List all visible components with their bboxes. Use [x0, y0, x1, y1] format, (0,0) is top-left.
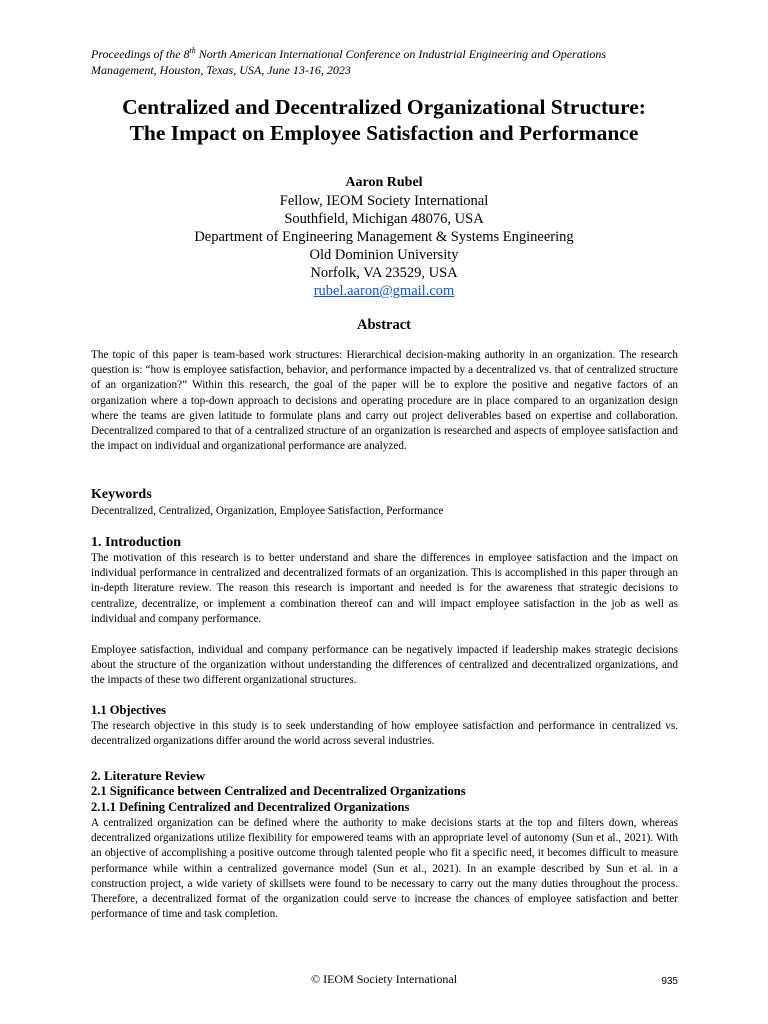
author-affiliation: Fellow, IEOM Society International — [279, 193, 489, 209]
author-name: Aaron Rubel — [345, 175, 423, 190]
introduction-heading: 1. Introduction — [91, 535, 181, 550]
author-block — [84, 174, 684, 300]
running-head-line-1: Proceedings of the 8th North American International Conference on Industrial Engineering and Operations — [91, 46, 607, 61]
author-affiliation: Old Dominion University — [309, 247, 459, 263]
keywords-text: Decentralized, Centralized, Organization, Employee Satisfaction, Performance — [91, 505, 444, 517]
introduction-paragraph-1: The motivation of this research is to better understand and share the differences in employee satisfaction and the impact on individual performance in centralized and decentralized formats of an organization. This is accomplished in this paper through an in-depth literature review. The reason this research is important and needed is for the awareness that strategic decisions to centralize, decentralize, or implement a combination thereof can and will impact employee satisfaction in the job as well as individual and company performance. — [91, 552, 678, 625]
paper-title-line-1: Centralized and Decentralized Organizational Structure: — [122, 95, 646, 119]
author-affiliation: Department of Engineering Management & Systems Engineering — [194, 229, 574, 245]
running-head — [91, 46, 691, 78]
page-number: 935 — [661, 976, 678, 987]
section-2-1-1-heading: 2.1.1 Defining Centralized and Decentralized Organizations — [91, 800, 410, 814]
paper-title-line-2: The Impact on Employee Satisfaction and Performance — [129, 121, 639, 145]
author-email-link[interactable]: rubel.aaron@gmail.com — [313, 283, 455, 299]
author-affiliation: Norfolk, VA 23529, USA — [310, 265, 458, 281]
paper-title — [40, 94, 728, 146]
abstract-text: The topic of this paper is team-based work structures: Hierarchical decision-making authority in an organization. The research question is: “how is employee satisfaction, behavior, and performance impacted by a decentralized vs. that of centralized structure of an organization?” Within this research, the goal of the paper will be to explore the positive and negative factors of an organization where a top-down approach to decisions and operating procedure are in place compared to an organization design where the teams are given latitude to formulate plans and carry out project deliverables based on expertise and collaboration. Decentralized compared to that of a centralized structure of an organization is researched and aspects of employee satisfaction and the impact on individual and organizational performance are analyzed. — [91, 349, 678, 453]
footer-copyright: © IEOM Society International — [310, 972, 458, 986]
keywords-heading: Keywords — [91, 487, 152, 502]
objectives-text: The research objective in this study is to seek understanding of how employee satisfaction and performance in centralized vs. decentralized organizations differ around the world across several industries. — [91, 720, 678, 748]
literature-review-heading: 2. Literature Review — [91, 768, 206, 783]
running-head-line-2: Management, Houston, Texas, USA, June 13-16, 2023 — [91, 63, 351, 77]
objectives-heading: 1.1 Objectives — [91, 703, 166, 717]
introduction-paragraph-2: Employee satisfaction, individual and company performance can be negatively impacted if leadership makes strategic decisions about the structure of the organization without understanding the differences of centralized and decentralized organizations, and the impacts of these two different organizational structures. — [91, 644, 678, 687]
literature-review-paragraph: A centralized organization can be defined where the authority to make decisions starts at the top and filters down, whereas decentralized organizations utilize flexibility for empowered teams with an appropriate level of autonomy (Sun et al., 2021). With an objective of accomplishing a positive outcome through talented people who fit a specific need, it becomes difficult to measure performance while within a centralized governance model (Sun et al., 2021). In an example described by Sun et al. in a construction project, a wide variety of skillsets were found to be necessary to carry out the many duties throughout the process. Therefore, a decentralized format of the organization could serve to increase the chances of employee satisfaction and better performance of time and task completion. — [91, 817, 678, 921]
abstract-heading: Abstract — [357, 317, 411, 333]
author-affiliation: Southfield, Michigan 48076, USA — [284, 211, 484, 227]
section-2-1-heading: 2.1 Significance between Centralized and Decentralized Organizations — [91, 784, 466, 798]
